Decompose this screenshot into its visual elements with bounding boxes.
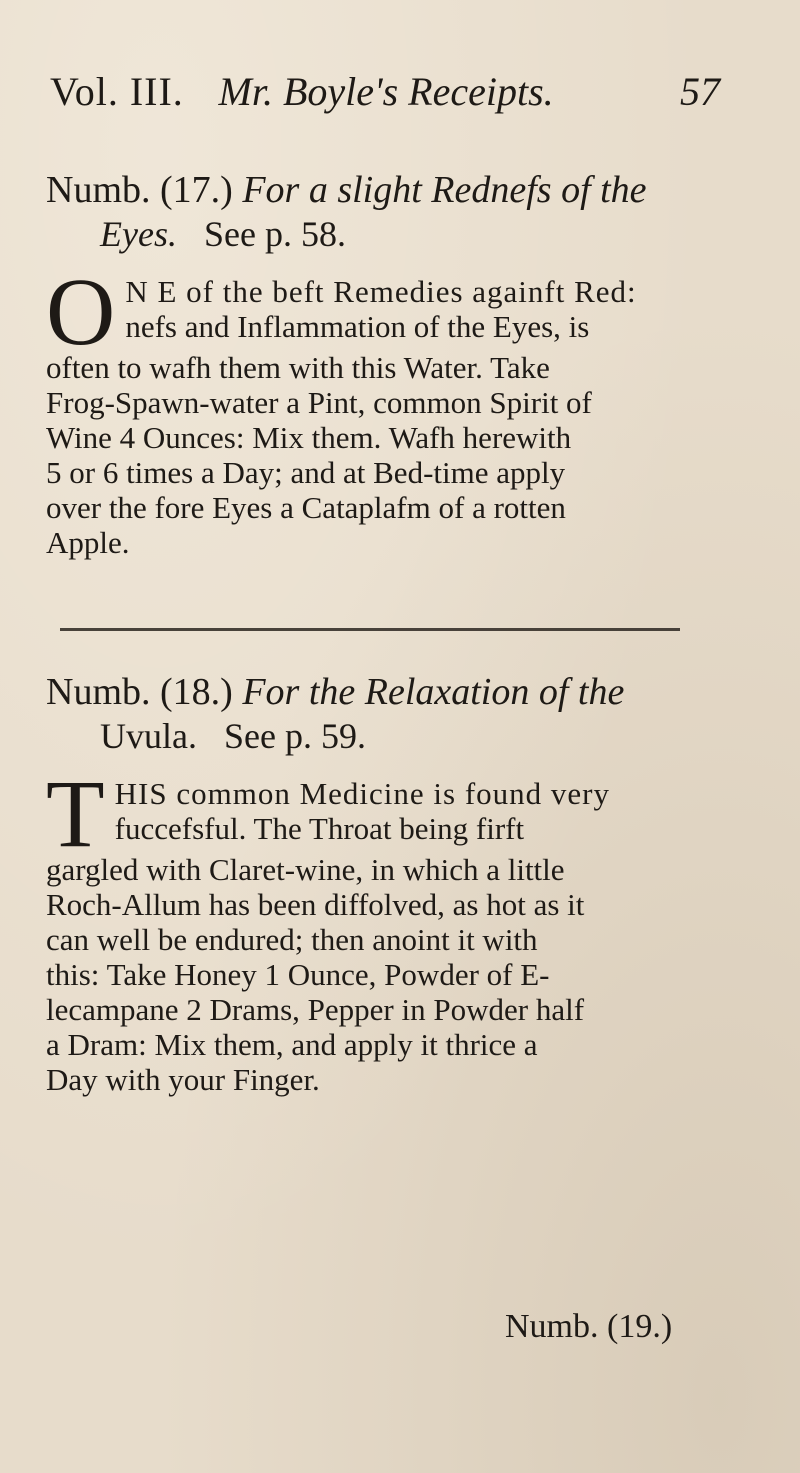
body-line: 5 or 6 times a Day; and at Bed-time apply [46, 455, 566, 490]
volume-label: Vol. III. [50, 69, 184, 114]
section-divider [60, 628, 680, 631]
entry-heading-continued [100, 212, 766, 256]
entry-heading [46, 168, 766, 212]
body-line: gargled with Claret-wine, in which a little [46, 852, 565, 887]
body-line: Frog-Spawn-water a Pint, common Spirit of [46, 385, 592, 420]
entry-17 [46, 168, 766, 560]
body-line: fuccefsful. The Throat being firft [114, 811, 525, 846]
body-line: N E of the beft Remedies againft Red: [125, 274, 637, 309]
catchword: Numb. (19.) [505, 1308, 673, 1345]
entry-heading [46, 670, 766, 714]
body-line: Day with your Finger. [46, 1062, 320, 1097]
entry-number: Numb. (17.) [46, 169, 233, 211]
body-line: HIS common Medicine is found very [114, 776, 610, 811]
body-line: nefs and Inflammation of the Eyes, is [125, 309, 590, 344]
entry-18 [46, 670, 766, 1097]
body-line: Wine 4 Ounces: Mix them. Wafh herewith [46, 420, 572, 455]
entry-body [46, 258, 766, 560]
cross-reference: See p. 58. [203, 214, 346, 254]
entry-body [46, 760, 766, 1097]
page-number: 57 [680, 69, 720, 114]
entry-heading-continued [100, 714, 766, 758]
body-line: Apple. [46, 525, 130, 560]
drop-cap: O [46, 258, 116, 365]
running-header [50, 68, 750, 128]
cross-reference: See p. 59. [223, 716, 366, 756]
entry-title-continued: Eyes. [100, 214, 177, 254]
entry-title-continued: Uvula. [100, 716, 197, 756]
entry-title: For the Relaxation of the [242, 671, 625, 713]
body-line: Roch-Allum has been diffolved, as hot as it [46, 887, 585, 922]
body-line: a Dram: Mix them, and apply it thrice a [46, 1027, 538, 1062]
drop-cap: T [46, 760, 105, 867]
body-line: this: Take Honey 1 Ounce, Powder of E- [46, 957, 550, 992]
body-line: over the fore Eyes a Cataplafm of a rotten [46, 490, 566, 525]
entry-title: For a slight Rednefs of the [242, 169, 647, 211]
book-title: Mr. Boyle's Receipts. [218, 69, 554, 114]
entry-number: Numb. (18.) [46, 671, 233, 713]
body-line: often to wafh them with this Water. Take [46, 350, 550, 385]
body-line: can well be endured; then anoint it with [46, 922, 538, 957]
body-line: lecampane 2 Drams, Pepper in Powder half [46, 992, 585, 1027]
